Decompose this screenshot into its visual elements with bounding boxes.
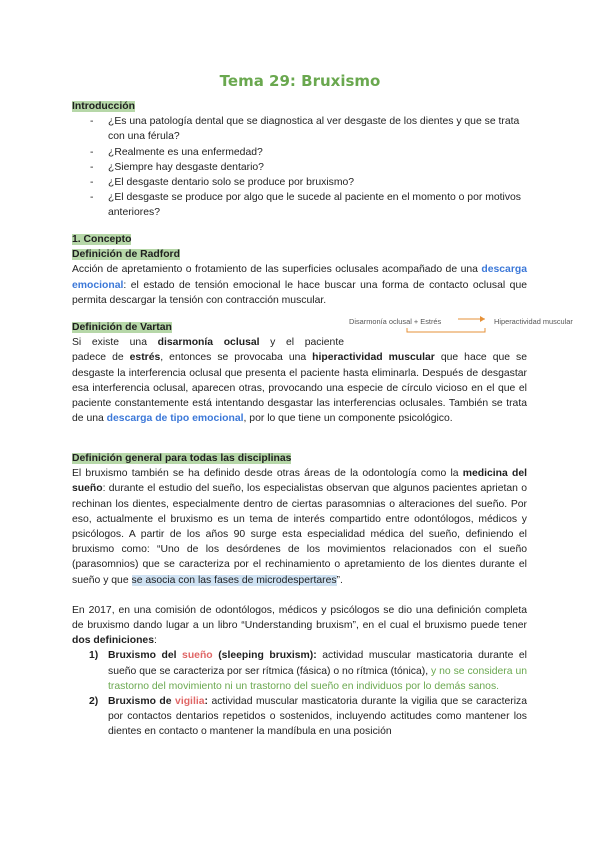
general-p1-c: : durante el estudio del sueño, los especialistas observan que algunos pacientes aprietan o rechinan los dientes, especialmente dentro de ciertas parasomnias o alteraciones del sueño. Por eso, actualmente el bruxismo es un tema de interés compartido entre odontólogos, médicos y psicólogos. A partir de los años 90 surge esta especialidad médica del sueño, definiendo el bruxismo como: “Uno de los desórdenes de los movimientos relacionados con el sueño (parasomnios) que se caracteriza por el rechinamiento o apretamiento de los dientes durante el sueño y que — [72, 483, 527, 586]
general-paragraph-2 — [72, 603, 527, 649]
def-body: actividad muscular masticatoria durante el sueño que se caracteriza por ser rítmica (fásica) o no rítmica (tónica), — [108, 650, 527, 677]
list-item: - ¿Realmente es una enfermedad? — [72, 145, 527, 160]
diagram-arrow — [349, 311, 585, 339]
radford-heading: Definición de Radford — [72, 249, 180, 261]
list-item — [72, 694, 527, 740]
def-body-green: y no se considera un trastorno del movimiento ni un trastorno del sueño en individuos por lo demás sanos. — [108, 665, 528, 692]
def-term: Bruxismo del — [108, 650, 183, 662]
list-item — [72, 648, 527, 694]
general-paragraph-1 — [72, 466, 527, 588]
vartan-p-c: , entonces se provocaba una — [160, 352, 313, 364]
intro-heading: Introducción — [72, 101, 135, 112]
list-item: - ¿El desgaste se produce por algo que le sucede al paciente en el momento o por motivos anteriores? — [72, 190, 527, 220]
definitions-list — [72, 648, 527, 739]
vartan-heading: Definición de Vartan — [72, 322, 172, 333]
radford-text-1: Acción de apretamiento o frotamiento de las superficies oclusales acompañado de una — [72, 264, 482, 276]
page-title: Tema 29: Bruxismo — [219, 72, 381, 90]
concepto-heading: 1. Concepto — [72, 234, 132, 245]
general-p2-b: dos definiciones — [72, 635, 154, 647]
vartan-p-a: padece de — [72, 352, 130, 364]
radford-text-2: : el estado de tensión emocional le hace buscar una forma de contacto oclusal que permita descargar la tensión con contracción muscular. — [72, 279, 527, 306]
def-term-red: vigilia — [175, 696, 205, 708]
diagram-left-label: Disarmonía oclusal + Estrés — [349, 317, 442, 326]
def-term: Bruxismo de — [108, 696, 176, 708]
vartan-bold-term: disarmonía oclusal — [157, 337, 260, 349]
general-p1-e: ”. — [336, 574, 343, 586]
general-heading: Definición general para todas las disciplinas — [72, 453, 292, 464]
diagram-cycle-line — [407, 328, 485, 332]
list-item: - ¿Es una patología dental que se diagnostica al ver desgaste de los dientes y que se trata con una férula? — [72, 114, 527, 144]
radford-blue-term: descarga emocional — [72, 264, 527, 291]
def-number: 2) — [89, 696, 99, 708]
def-term-rest: (sleeping bruxism): — [212, 650, 317, 662]
def-term-rest: : — [204, 696, 208, 708]
diagram-arrowhead — [480, 316, 485, 322]
general-p1-highlight: se asocia con las fases de microdespertares — [131, 574, 337, 586]
general-p2-a: En 2017, en una comisión de odontólogos, médicos y psicólogos se dio una definición completa de bruxismo dando lugar a un libro “Understanding bruxism”, en el cual el bruxismo puede tener — [72, 604, 527, 632]
def-number: 1) — [89, 650, 99, 662]
vartan-p-e: que hace que se desgaste la interferencia oclusal que presenta el paciente hasta eliminarla. Después de desgastar esa interferencia oclusal, aparecen otras, provocando una especie de círculo vicioso en el que el paciente constantemente está intentando desgastar las interferencias oclusales. También se trata de una — [72, 352, 528, 425]
general-section — [72, 451, 527, 740]
general-p2-c: : — [153, 635, 157, 647]
vartan-p-b: estrés — [129, 352, 161, 364]
vartan-paragraph — [72, 350, 527, 426]
general-p1-a: El bruxismo también se ha definido desde otras áreas de la odontología como la — [72, 468, 463, 480]
concepto-section — [72, 232, 527, 308]
list-item: - ¿El desgaste dentario solo se produce por bruxismo? — [72, 175, 527, 190]
def-term-red: sueño — [182, 650, 213, 662]
def-body: actividad muscular masticatoria durante la vigilia que se caracteriza por contactos dentarios repetidos o sostenidos, incluyendo actitudes como mantener los dientes en contacto o mantener la mandíbula en una posición — [108, 696, 527, 738]
radford-paragraph — [72, 262, 527, 308]
vartan-p-f: descarga de tipo emocional — [106, 413, 244, 425]
vartan-line-1 — [72, 335, 344, 350]
list-item: - ¿Siempre hay desgaste dentario? — [72, 160, 527, 175]
general-p1-b: medicina del sueño — [72, 468, 527, 495]
vartan-diagram — [349, 311, 585, 339]
intro-section — [72, 99, 527, 221]
diagram-right-label: Hiperactividad muscular — [494, 317, 573, 326]
vartan-p-g: , por lo que tiene un componente psicológico. — [243, 413, 453, 425]
intro-questions — [72, 114, 527, 220]
vartan-text-c: y el paciente — [259, 337, 344, 349]
vartan-p-d: hiperactividad muscular — [312, 352, 435, 364]
vartan-text-a: Si existe una — [72, 337, 158, 349]
